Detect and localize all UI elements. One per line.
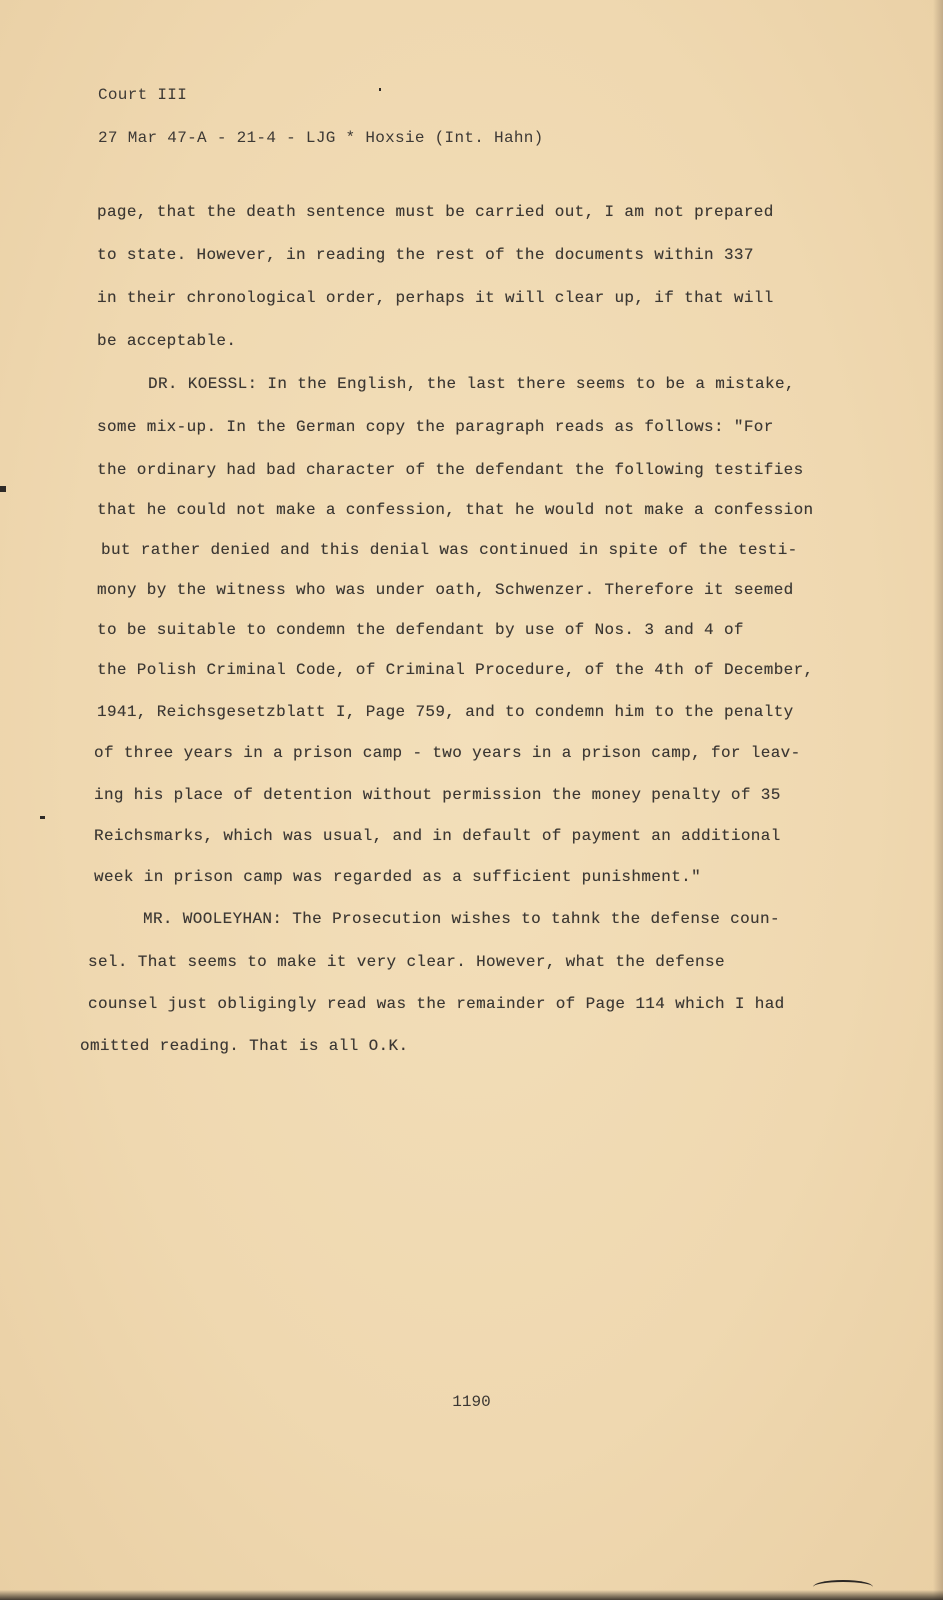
text-line: page, that the death sentence must be carried out, I am not prepared (97, 203, 774, 221)
court-header: Court III (98, 86, 188, 104)
text-line: omitted reading. That is all O.K. (80, 1037, 409, 1055)
text-line: 1941, Reichsgesetzblatt I, Page 759, and to condemn him to the penalty (97, 703, 794, 721)
text-line: mony by the witness who was under oath, Schwenzer. Therefore it seemed (97, 581, 794, 599)
text-line: the ordinary had bad character of the defendant the following testifies (97, 461, 804, 479)
text-line: sel. That seems to make it very clear. However, what the defense (88, 953, 725, 971)
transcript-reference: 27 Mar 47-A - 21-4 - LJG * Hoxsie (Int. Hahn) (98, 129, 544, 147)
ink-speck (379, 88, 381, 91)
text-line: the Polish Criminal Code, of Criminal Procedure, of the 4th of December, (97, 661, 814, 679)
text-line: ing his place of detention without permission the money penalty of 35 (94, 786, 781, 804)
page-number: 1190 (452, 1393, 491, 1411)
text-line: some mix-up. In the German copy the paragraph reads as follows: "For (97, 418, 774, 436)
ink-speck (40, 816, 45, 819)
text-line: DR. KOESSL: In the English, the last there seems to be a mistake, (148, 375, 795, 393)
text-line: to be suitable to condemn the defendant by use of Nos. 3 and 4 of (97, 621, 744, 639)
text-line: be acceptable. (97, 332, 237, 350)
text-line: week in prison camp was regarded as a sufficient punishment." (94, 868, 702, 886)
paper-curl-mark (813, 1580, 873, 1594)
text-line: Reichsmarks, which was usual, and in default of payment an additional (94, 827, 781, 845)
ink-speck (0, 486, 6, 492)
text-line: but rather denied and this denial was continued in spite of the testi- (101, 541, 798, 559)
page-bottom-edge (0, 1590, 943, 1600)
text-line: in their chronological order, perhaps it will clear up, if that will (97, 289, 774, 307)
text-line: that he could not make a confession, that he would not make a confession (97, 501, 814, 519)
text-line: counsel just obligingly read was the remainder of Page 114 which I had (88, 995, 785, 1013)
text-line: to state. However, in reading the rest of the documents within 337 (97, 246, 754, 264)
text-line: of three years in a prison camp - two years in a prison camp, for leav- (94, 744, 801, 762)
text-line: MR. WOOLEYHAN: The Prosecution wishes to tahnk the defense coun- (143, 910, 780, 928)
page-edge-shadow (933, 0, 943, 1600)
